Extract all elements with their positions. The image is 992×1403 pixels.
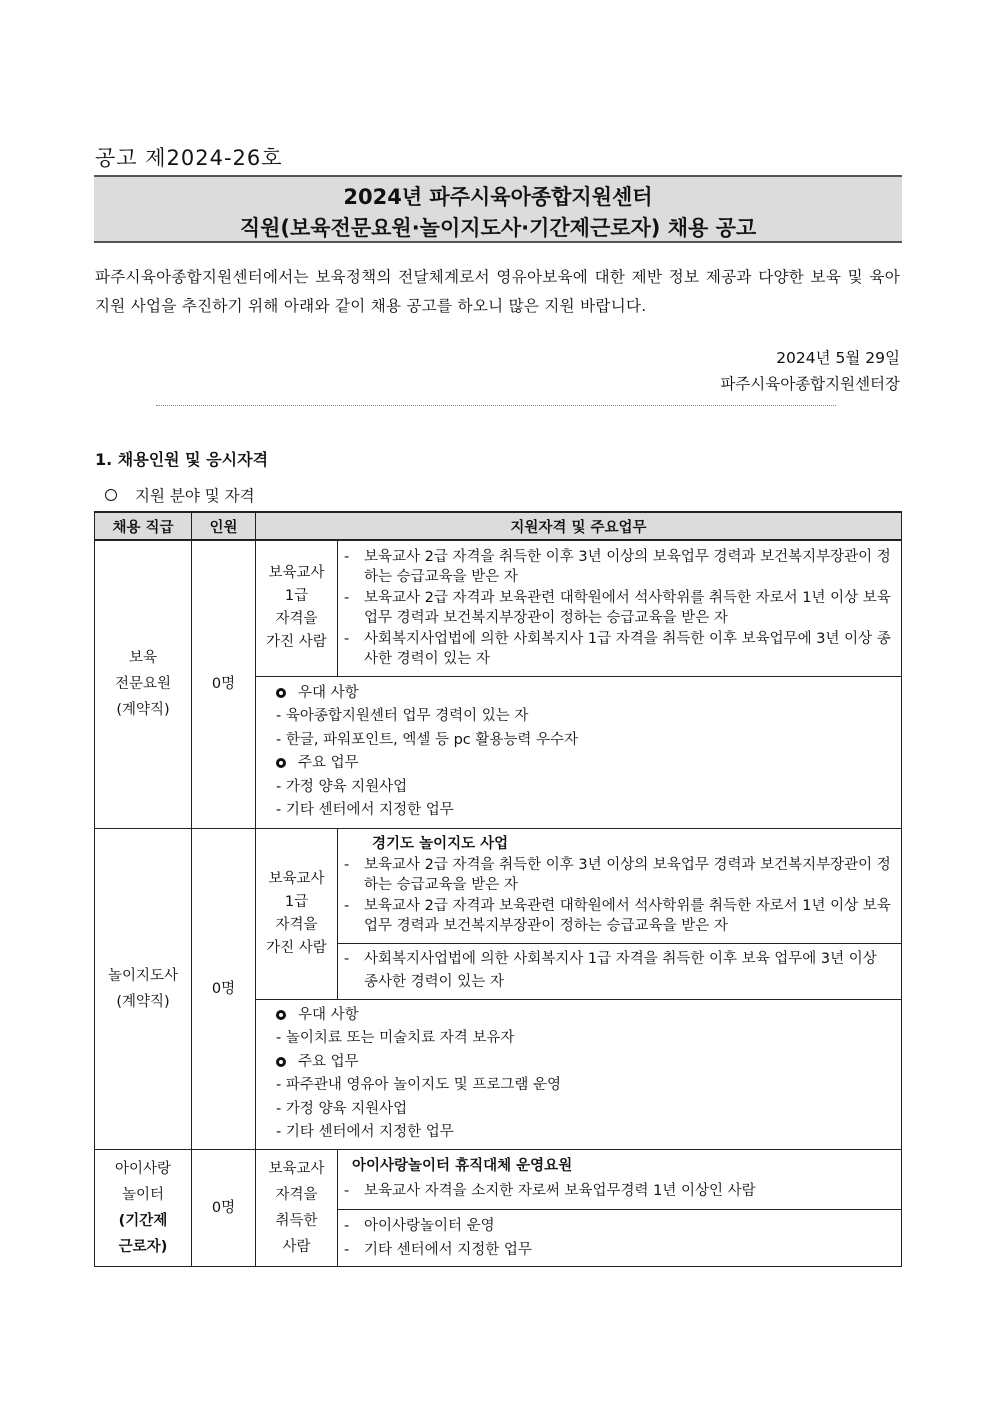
qual-item-text: 보육교사 자격을 소지한 자로써 보육업무경력 1년 이상인 사람 bbox=[364, 1183, 756, 1199]
qual-items-cell bbox=[338, 540, 902, 676]
qual-items-cell bbox=[338, 1149, 902, 1209]
position-text: (기간제 bbox=[118, 1212, 168, 1229]
circle-bullet-icon bbox=[105, 489, 117, 501]
qual-item-text: 보육교사 2급 자격과 보육관련 대학원에서 석사학위를 취득한 자로서 1년 이상 보육업무 경력과 보건복지부장관이 정하는 승급교육을 받은 자 bbox=[364, 589, 891, 627]
duty-item: - 가정 양육 지원사업 bbox=[276, 778, 408, 795]
qual-item: - 보육교사 2급 자격을 취득한 이후 3년 이상의 보육업무 경력과 보건복지부장관이 정하는 승급교육을 받은 자 bbox=[344, 856, 891, 894]
position-cell bbox=[95, 540, 192, 828]
position-text: 근로자) bbox=[118, 1238, 168, 1255]
qual-label-text: 보육교사 bbox=[268, 870, 325, 887]
qual-item-text: 사회복지사업법에 의한 사회복지사 1급 자격을 취득한 이후 보육 업무에 3년 이상 종사한 경력이 있는 자 bbox=[364, 951, 877, 990]
duty-item: - 기타 센터에서 지정한 업무 bbox=[276, 1124, 454, 1140]
pref-duty-cell bbox=[256, 676, 902, 828]
recruitment-table bbox=[94, 511, 902, 1267]
count-cell: 0명 bbox=[192, 1149, 256, 1266]
qual-item-text: 보육교사 2급 자격과 보육관련 대학원에서 석사학위를 취득한 자로서 1년 이상 보육업무 경력과 보건복지부장관이 정하는 승급교육을 받은 자 bbox=[364, 897, 891, 935]
pref-item-text: 놀이치료 또는 미술치료 자격 보유자 bbox=[285, 1030, 515, 1046]
duty-items-cell bbox=[338, 1209, 902, 1266]
qual-label-cell bbox=[256, 540, 338, 676]
position-text: 놀이터 bbox=[121, 1186, 165, 1203]
qual-item: - 사회복지사업법에 의한 사회복지사 1급 자격을 취득한 이후 보육업무에 3년 이상 종사한 경력이 있는 자 bbox=[344, 630, 891, 668]
title-line-2: 직원(보육전문요원·놀이지도사·기간제근로자) 채용 공고 bbox=[239, 216, 757, 240]
qual-item: - 보육교사 2급 자격을 취득한 이후 3년 이상의 보육업무 경력과 보건복지부장관이 정하는 승급교육을 받은 자 bbox=[344, 548, 891, 586]
pref-item-text: 육아종합지원센터 업무 경력이 있는 자 bbox=[285, 708, 529, 724]
circle-bullet-icon bbox=[276, 1057, 286, 1067]
qual-label-cell bbox=[256, 1149, 338, 1266]
section-heading: 1. 채용인원 및 응시자격 bbox=[95, 450, 269, 469]
qual-label-text: 가진 사람 bbox=[266, 634, 327, 651]
circle-bullet-icon bbox=[276, 688, 286, 698]
pref-duty-cell bbox=[256, 999, 902, 1149]
position-text: 아이사랑 bbox=[114, 1160, 172, 1177]
pref-title bbox=[264, 682, 893, 706]
program-title: 아이사랑놀이터 휴직대체 운영요원 bbox=[352, 1158, 573, 1174]
qual-item: - 사회복지사업법에 의한 사회복지사 1급 자격을 취득한 이후 보육 업무에 3년 이상 종사한 경력이 있는 자 bbox=[344, 951, 877, 990]
subsection-label: 지원 분야 및 자격 bbox=[135, 487, 255, 505]
duty-item-text: 아이사랑놀이터 운영 bbox=[364, 1217, 495, 1234]
duty-item: - 파주관내 영유아 놀이지도 및 프로그램 운영 bbox=[276, 1077, 562, 1093]
qual-item-text: 보육교사 2급 자격을 취득한 이후 3년 이상의 보육업무 경력과 보건복지부장관이 정하는 승급교육을 받은 자 bbox=[364, 548, 891, 586]
qual-label-text: 취득한 bbox=[275, 1212, 318, 1229]
qual-item: - 보육교사 2급 자격과 보육관련 대학원에서 석사학위를 취득한 자로서 1년 이상 보육업무 경력과 보건복지부장관이 정하는 승급교육을 받은 자 bbox=[344, 589, 891, 627]
header-count: 인원 bbox=[192, 512, 256, 540]
circle-bullet-icon bbox=[276, 758, 286, 768]
count-cell: 0명 bbox=[192, 828, 256, 1149]
duty-title-text: 주요 업무 bbox=[298, 1053, 359, 1070]
duty-item-text: 기타 센터에서 지정한 업무 bbox=[364, 1241, 532, 1258]
pref-title-text: 우대 사항 bbox=[298, 684, 359, 701]
title-banner bbox=[94, 175, 902, 243]
qual-item: - 보육교사 자격을 소지한 자로써 보육업무경력 1년 이상인 사람 bbox=[344, 1183, 756, 1199]
pref-title-text: 우대 사항 bbox=[298, 1006, 359, 1023]
duty-title-text: 주요 업무 bbox=[298, 755, 359, 771]
qual-label-text: 보육교사 bbox=[268, 1160, 325, 1177]
duty-item: - 아이사랑놀이터 운영 bbox=[344, 1217, 495, 1234]
qual-items-cell-2 bbox=[338, 943, 902, 999]
qual-item-text: 보육교사 2급 자격을 취득한 이후 3년 이상의 보육업무 경력과 보건복지부장관이 정하는 승급교육을 받은 자 bbox=[364, 856, 891, 894]
notice-date: 2024년 5월 29일 bbox=[776, 349, 900, 367]
pref-item: - 한글, 파워포인트, 엑셀 등 pc 활용능력 우수자 bbox=[276, 731, 579, 748]
header-position: 채용 직급 bbox=[95, 512, 192, 540]
subsection-heading bbox=[105, 484, 255, 506]
title-line-1: 2024년 파주시육아종합지원센터 bbox=[343, 185, 653, 209]
duty-item-text: 기타 센터에서 지정한 업무 bbox=[285, 1124, 454, 1140]
position-cell bbox=[95, 1149, 192, 1266]
qual-label-text: 1급 bbox=[284, 893, 309, 910]
qual-label-text: 1급 bbox=[284, 588, 309, 605]
pref-item-text: 한글, 파워포인트, 엑셀 등 pc 활용능력 우수자 bbox=[285, 731, 579, 748]
position-cell bbox=[95, 828, 192, 1149]
issuer: 파주시육아종합지원센터장 bbox=[720, 375, 900, 393]
position-text: 놀이지도사 bbox=[107, 967, 179, 984]
duty-item-text: 가정 양육 지원사업 bbox=[285, 778, 408, 795]
circle-bullet-icon bbox=[276, 1010, 286, 1020]
dotted-divider bbox=[156, 405, 836, 406]
table-header-row bbox=[95, 512, 902, 540]
pref-item: - 육아종합지원센터 업무 경력이 있는 자 bbox=[276, 708, 529, 724]
qual-label-text: 자격을 bbox=[275, 1186, 318, 1203]
notice-number: 공고 제2024-26호 bbox=[95, 146, 283, 170]
position-text: (계약직) bbox=[116, 702, 170, 719]
header-qualification: 지원자격 및 주요업무 bbox=[256, 512, 902, 540]
duty-item: - 가정 양육 지원사업 bbox=[276, 1100, 408, 1117]
pref-title bbox=[264, 1004, 893, 1028]
duty-item: - 기타 센터에서 지정한 업무 bbox=[344, 1241, 532, 1258]
position-text: 보육 bbox=[128, 650, 157, 667]
qual-label-text: 보육교사 bbox=[268, 565, 325, 582]
qual-label-text: 자격을 bbox=[275, 611, 318, 628]
intro-paragraph: 파주시육아종합지원센터에서는 보육정책의 전달체계로서 영유아보육에 대한 제반 정보 제공과 다양한 보육 및 육아지원 사업을 추진하기 위해 아래와 같이 채용 공고를 하오니 많은 지원 바랍니다. bbox=[95, 268, 900, 315]
qual-label-text: 자격을 bbox=[275, 916, 318, 933]
duty-item-text: 파주관내 영유아 놀이지도 및 프로그램 운영 bbox=[285, 1077, 562, 1093]
duty-item-text: 가정 양육 지원사업 bbox=[285, 1100, 408, 1117]
qual-item: - 보육교사 2급 자격과 보육관련 대학원에서 석사학위를 취득한 자로서 1년 이상 보육업무 경력과 보건복지부장관이 정하는 승급교육을 받은 자 bbox=[344, 897, 891, 935]
duty-item: - 기타 센터에서 지정한 업무 bbox=[276, 802, 454, 818]
duty-title bbox=[264, 752, 893, 776]
pref-item: - 놀이치료 또는 미술치료 자격 보유자 bbox=[276, 1030, 515, 1046]
qual-items-cell bbox=[338, 828, 902, 943]
qual-label-cell bbox=[256, 828, 338, 999]
position-text: 전문요원 bbox=[114, 676, 172, 693]
qual-item-text: 사회복지사업법에 의한 사회복지사 1급 자격을 취득한 이후 보육업무에 3년 이상 종사한 경력이 있는 자 bbox=[364, 630, 891, 668]
duty-title bbox=[264, 1051, 893, 1075]
qual-label-text: 가진 사람 bbox=[266, 939, 327, 956]
duty-item-text: 기타 센터에서 지정한 업무 bbox=[285, 802, 454, 818]
count-cell: 0명 bbox=[192, 540, 256, 828]
position-text: (계약직) bbox=[116, 993, 170, 1010]
qual-label-text: 사람 bbox=[282, 1238, 311, 1255]
program-title: 경기도 놀이지도 사업 bbox=[372, 836, 509, 853]
